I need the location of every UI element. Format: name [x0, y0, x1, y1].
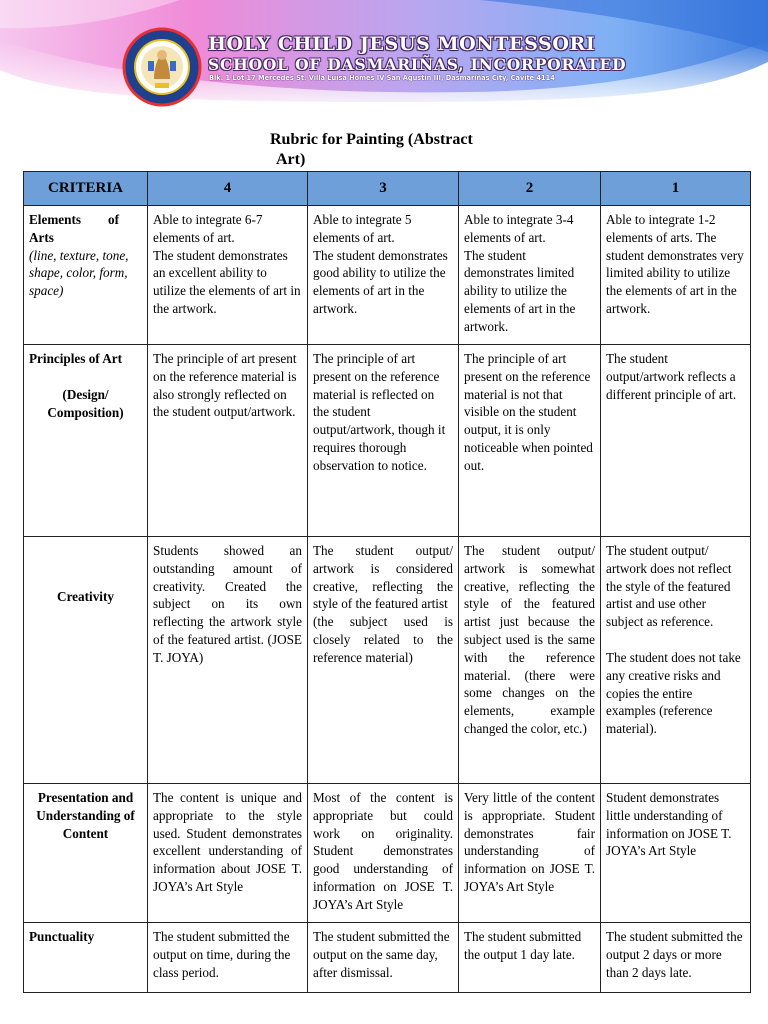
cell-text: The student output/ artwork is somewhat creative, reflecting the style of the featured artist just because the subject used is the same with the reference material. (there were some changes on the elements, example changed the color, etc.): [464, 543, 595, 736]
document-title: [270, 130, 500, 170]
score-2-cell: [459, 345, 601, 537]
title-line-2: Art): [276, 151, 306, 168]
cell-text: The principle of art present on the reference material is also strongly reflected on the student output/artwork.: [153, 351, 297, 420]
cell-text: The content is unique and appropriate to the style used. Student demonstrates excellent understanding of information about JOSE T. JOYA’s Art Style: [153, 790, 302, 894]
header-score-1: 1: [601, 172, 751, 206]
cell-text: Able to integrate 3-4 elements of art.: [464, 212, 574, 245]
criteria-cell: [24, 537, 148, 784]
criteria-cell: [24, 923, 148, 993]
criteria-note: (Design/ Composition): [47, 386, 124, 420]
cell-text: The student submitted the output 1 day late.: [464, 929, 582, 962]
score-3-cell: [308, 345, 459, 537]
criteria-cell: [24, 784, 148, 923]
cell-text: The student demonstrates an excellent ability to utilize the elements of art in the artwork.: [153, 247, 301, 316]
header-score-3: 3: [308, 172, 459, 206]
score-3-cell: [308, 537, 459, 784]
school-logo: [122, 27, 202, 107]
score-4-cell: [148, 784, 308, 923]
cell-text: The student does not take any creative risks and copies the entire examples (reference material).: [606, 649, 741, 737]
score-2-cell: [459, 784, 601, 923]
score-3-cell: [308, 923, 459, 993]
score-2-cell: [459, 206, 601, 345]
header-row: [24, 172, 751, 206]
cell-text: Student demonstrates little understanding of information on JOSE T. JOYA’s Art Style: [606, 790, 732, 859]
score-2-cell: [459, 923, 601, 993]
criteria-note: (line, texture, tone, shape, color, form, space): [29, 247, 129, 299]
criteria-name: Creativity: [57, 589, 114, 604]
score-1-cell: [601, 784, 751, 923]
rubric-table: [23, 171, 751, 993]
header-criteria: CRITERIA: [24, 172, 148, 206]
letterhead-banner: [0, 0, 768, 108]
cell-text: Able to integrate 6-7 elements of art.: [153, 212, 263, 245]
score-1-cell: [601, 537, 751, 784]
school-address: Blk. 1 Lot 17 Mercedes St. Villa Luisa Homes IV San Agustin III, Dasmariñas City, Cavite 4114: [209, 74, 555, 82]
school-subtitle: SCHOOL OF DASMARIÑAS, INCORPORATED: [208, 55, 627, 74]
score-4-cell: [148, 537, 308, 784]
score-1-cell: [601, 206, 751, 345]
score-1-cell: [601, 345, 751, 537]
score-3-cell: [308, 206, 459, 345]
criteria-name: Punctuality: [29, 929, 95, 944]
school-name: HOLY CHILD JESUS MONTESSORI: [208, 33, 596, 55]
score-2-cell: [459, 537, 601, 784]
criteria-cell: [24, 345, 148, 537]
cell-text: The student output/ artwork is considered creative, reflecting the style of the featured artist: [313, 543, 453, 612]
cell-text: Students showed an outstanding amount of creativity. Created the subject on its own reflecting the artwork style of the featured artist. (JOSE T. JOYA): [153, 543, 302, 665]
header-score-2: 2: [459, 172, 601, 206]
criteria-name: Elements of Arts: [29, 212, 119, 245]
table-row: [24, 206, 751, 345]
cell-text: Able to integrate 5 elements of art.: [313, 212, 412, 245]
title-line-1: Rubric for Painting (Abstract: [270, 131, 473, 148]
cell-text: The student demonstrates limited ability to utilize the elements of art in the artwork.: [464, 247, 576, 334]
cell-text: The student output/artwork reflects a different principle of art.: [606, 351, 737, 402]
header-score-4: 4: [148, 172, 308, 206]
cell-text: The student submitted the output on time, during the class period.: [153, 929, 291, 980]
criteria-name: Principles of Art: [29, 351, 123, 366]
cell-text: (the subject used is closely related to the reference material): [313, 614, 453, 665]
cell-text: The student submitted the output on the same day, after dismissal.: [313, 929, 450, 980]
score-1-cell: [601, 923, 751, 993]
cell-text: The principle of art present on the reference material is not that visible on the student output, it is only noticeable when pointed out.: [464, 351, 593, 473]
table-row: [24, 784, 751, 923]
score-3-cell: [308, 784, 459, 923]
cell-text: The student submitted the output 2 days or more than 2 days late.: [606, 929, 743, 980]
score-4-cell: [148, 206, 308, 345]
cell-text: Very little of the content is appropriate. Student demonstrates fair understanding of information on JOSE T. JOYA’s Art Style: [464, 790, 595, 894]
score-4-cell: [148, 923, 308, 993]
cell-text: The student output/ artwork does not reflect the style of the featured artist and use other subject as reference.: [606, 543, 732, 630]
score-4-cell: [148, 345, 308, 537]
table-row: [24, 537, 751, 784]
criteria-cell: [24, 206, 148, 345]
table-row: [24, 923, 751, 993]
cell-text: Able to integrate 1-2 elements of arts. The student demonstrates very limited ability to utilize the elements of art in the artwork.: [606, 212, 744, 316]
criteria-name: Presentation and Understanding of Content: [36, 790, 135, 841]
table-row: [24, 345, 751, 537]
cell-text: The principle of art present on the reference material is reflected on the student output/artwork, though it requires thorough observation to notice.: [313, 351, 446, 473]
cell-text: The student demonstrates good ability to utilize the elements of art in the artwork.: [313, 247, 448, 316]
cell-text: Most of the content is appropriate but could work on originality. Student demonstrates good understanding of information on JOSE T. JOYA’s Art Style: [313, 790, 453, 912]
